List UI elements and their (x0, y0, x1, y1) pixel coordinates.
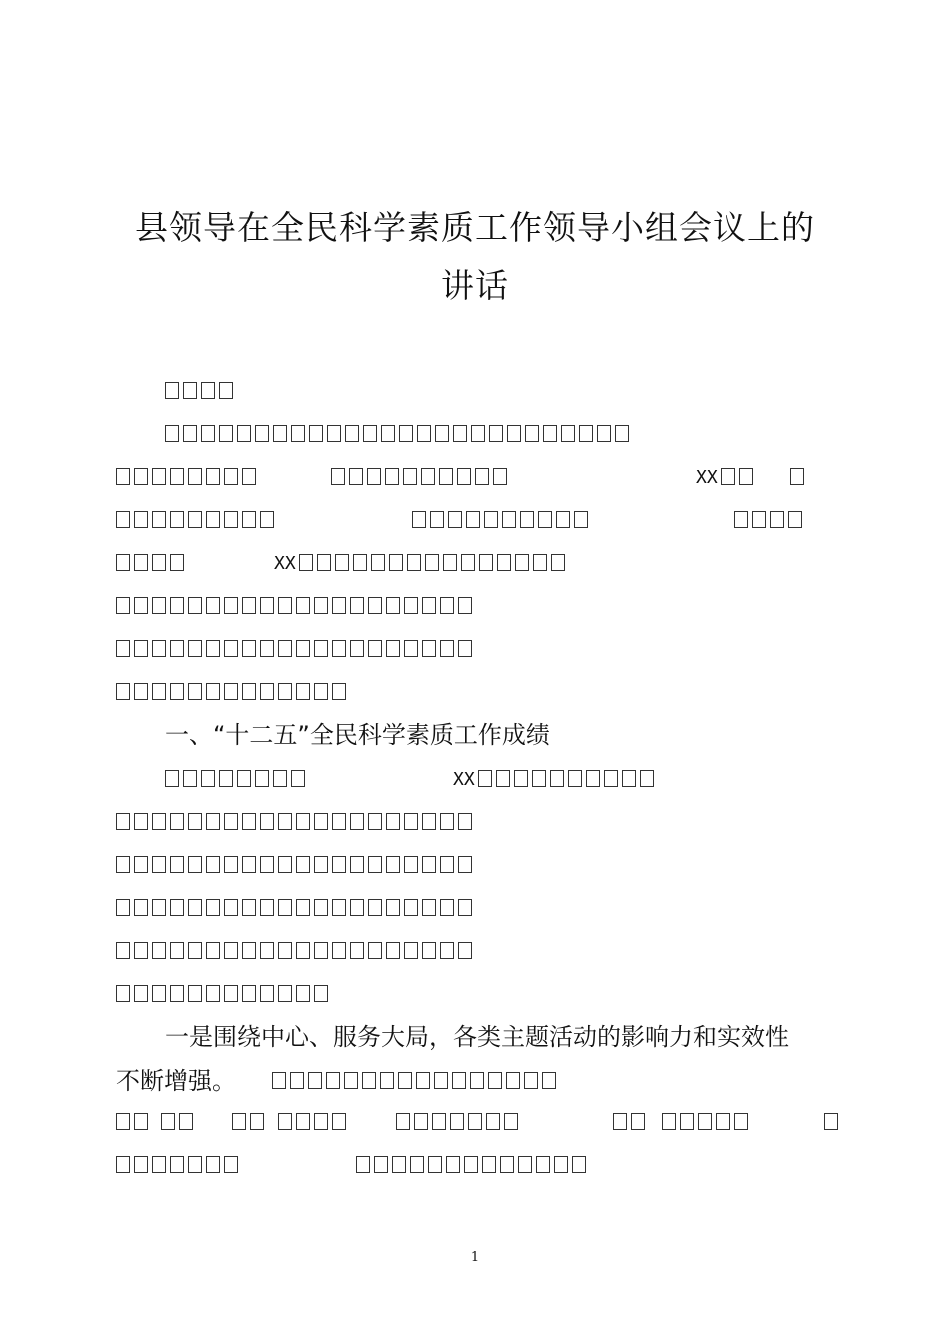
page-number: 1 (470, 1250, 480, 1265)
unreadable-glyphs (116, 463, 260, 493)
text-line (116, 592, 842, 622)
text-line (116, 937, 842, 967)
unreadable-glyphs (412, 506, 592, 536)
unreadable-glyphs (116, 808, 476, 838)
text-line (116, 678, 842, 708)
text-line (116, 463, 842, 493)
unreadable-glyphs (116, 851, 476, 881)
section-heading: 一、“十二五”全民科学素质工作成绩 (165, 721, 550, 749)
unreadable-glyphs (116, 980, 332, 1010)
xx-marker: XX (274, 549, 569, 579)
unreadable-glyphs (331, 463, 511, 493)
unreadable-glyphs (116, 592, 476, 622)
xx-marker: XX (453, 765, 658, 795)
unreadable-glyphs (116, 1108, 152, 1138)
unreadable-glyphs (116, 549, 188, 579)
document-title-line-2: 讲话 (441, 266, 509, 305)
unreadable-glyphs (734, 506, 806, 536)
unreadable-glyphs (165, 420, 633, 450)
text-line (116, 635, 842, 665)
unreadable-glyphs (165, 377, 237, 407)
text-line (116, 377, 842, 407)
unreadable-glyphs (232, 1108, 268, 1138)
unreadable-glyphs (116, 1151, 242, 1181)
text-line (116, 1108, 842, 1138)
text-line (116, 549, 842, 579)
text-line (116, 1151, 842, 1181)
unreadable-glyphs (116, 894, 476, 924)
unreadable-glyphs (165, 765, 309, 795)
xx-marker: XX (696, 463, 757, 493)
text-line (116, 765, 842, 795)
unreadable-glyphs (356, 1151, 590, 1181)
unreadable-glyphs (116, 937, 476, 967)
unreadable-glyphs (116, 678, 350, 708)
unreadable-glyphs (414, 1108, 522, 1138)
unreadable-glyphs (613, 1108, 649, 1138)
text-line (116, 506, 842, 536)
unreadable-glyphs (396, 1108, 414, 1138)
unreadable-glyphs (790, 463, 808, 493)
unreadable-glyphs (824, 1108, 842, 1138)
text-line (116, 420, 842, 450)
unreadable-glyphs (161, 1108, 197, 1138)
text-line (116, 980, 842, 1010)
text-line (116, 894, 842, 924)
text-line (116, 808, 842, 838)
unreadable-glyphs (116, 506, 278, 536)
unreadable-glyphs (116, 635, 476, 665)
text-line (116, 851, 842, 881)
point-one-heading-continued: 不断增强。 (116, 1067, 236, 1095)
unreadable-glyphs (662, 1108, 752, 1138)
text-line (116, 1064, 842, 1098)
document-title-line-1: 县领导在全民科学素质工作领导小组会议上的 (135, 208, 815, 247)
unreadable-glyphs (272, 1067, 560, 1097)
point-one-heading: 一是围绕中心、服务大局，各类主题活动的影响力和实效性 (165, 1023, 789, 1051)
unreadable-glyphs (278, 1108, 350, 1138)
